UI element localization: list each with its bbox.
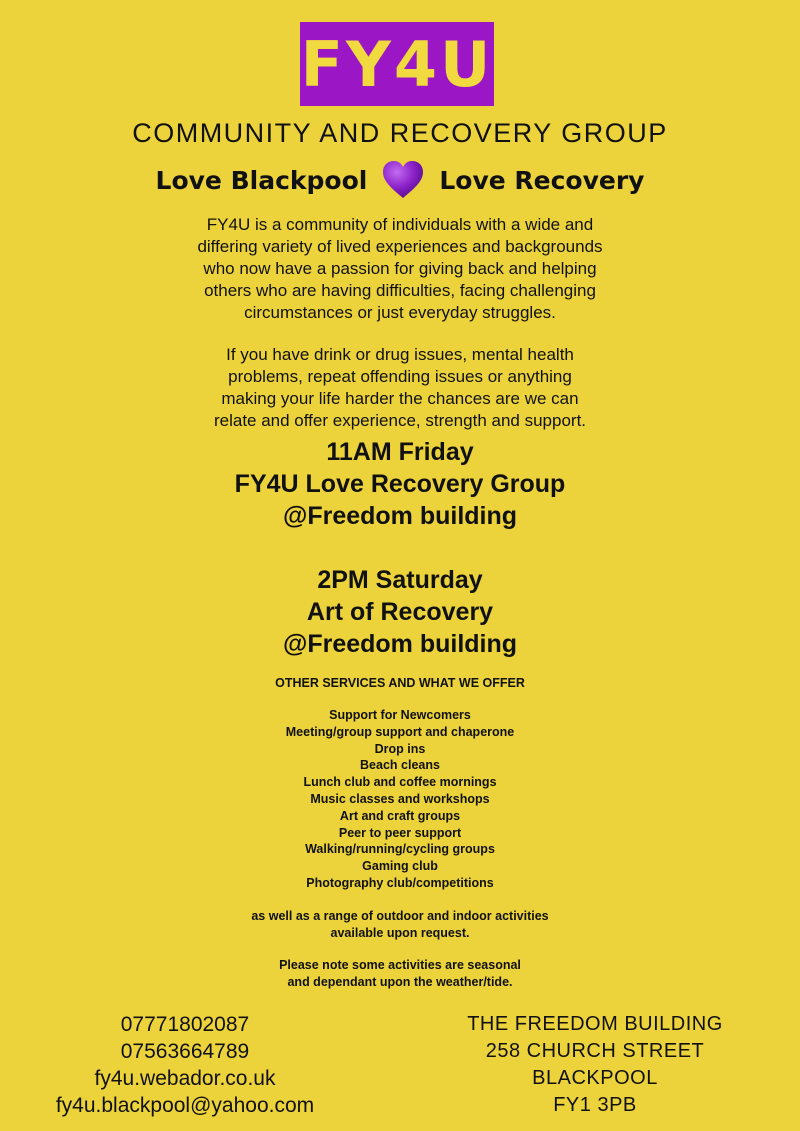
address-line: THE FREEDOM BUILDING <box>467 1013 723 1035</box>
intro-line: differing variety of lived experiences and backgrounds <box>197 237 603 256</box>
event-time: 11AM Friday <box>326 438 474 466</box>
services-list <box>0 707 800 892</box>
logo <box>300 22 494 106</box>
intro-line: who now have a passion for giving back and helping <box>203 259 597 278</box>
event-location: @Freedom building <box>282 502 518 530</box>
event-name: Art of Recovery <box>306 598 494 626</box>
note-line: and dependant upon the weather/tide. <box>287 975 513 989</box>
address-line: FY1 3PB <box>553 1094 637 1116</box>
slogan-left: Love Blackpool <box>155 165 368 195</box>
intro-line: circumstances or just everyday struggles. <box>244 303 556 322</box>
phone-number: 07563664789 <box>120 1040 250 1063</box>
event-location: @Freedom building <box>282 630 518 658</box>
issues-line: If you have drink or drug issues, mental health <box>226 345 574 364</box>
address-line: 258 CHURCH STREET <box>485 1040 705 1062</box>
address-line: BLACKPOOL <box>532 1067 658 1089</box>
intro-line: others who are having difficulties, facing challenging <box>204 281 596 300</box>
list-item: Beach cleans <box>360 758 440 773</box>
purple-heart-icon <box>381 160 425 200</box>
subtitle: COMMUNITY AND RECOVERY GROUP <box>132 118 668 148</box>
address-block <box>420 1011 770 1119</box>
list-item: Walking/running/cycling groups <box>305 842 495 857</box>
list-item: Art and craft groups <box>339 808 461 823</box>
services-note <box>0 957 800 991</box>
extra-line: as well as a range of outdoor and indoor activities <box>251 909 549 923</box>
event-name: FY4U Love Recovery Group <box>234 470 566 498</box>
list-item: Support for Newcomers <box>329 708 471 722</box>
issues-line: relate and offer experience, strength and support. <box>213 411 587 430</box>
slogan <box>0 160 800 200</box>
event-friday <box>0 436 800 532</box>
list-item: Drop ins <box>374 741 426 756</box>
contact-details <box>0 1011 370 1119</box>
intro-line: FY4U is a community of individuals with a wide and <box>206 215 594 234</box>
logo-text: FY4U <box>300 27 494 101</box>
list-item: Gaming club <box>362 859 438 874</box>
list-item: Music classes and workshops <box>310 791 490 806</box>
services-heading: OTHER SERVICES AND WHAT WE OFFER <box>275 676 525 690</box>
email-address: fy4u.blackpool@yahoo.com <box>55 1094 315 1117</box>
website: fy4u.webador.co.uk <box>94 1067 276 1090</box>
list-item: Peer to peer support <box>338 825 462 840</box>
issues-paragraph <box>150 344 650 432</box>
event-time: 2PM Saturday <box>317 566 483 594</box>
list-item: Lunch club and coffee mornings <box>303 775 497 790</box>
issues-line: making your life harder the chances are we can <box>221 389 579 408</box>
intro-paragraph <box>150 214 650 324</box>
extra-line: available upon request. <box>330 926 470 940</box>
phone-number: 07771802087 <box>120 1013 250 1036</box>
list-item: Meeting/group support and chaperone <box>285 724 515 739</box>
note-line: Please note some activities are seasonal <box>279 958 521 972</box>
slogan-right: Love Recovery <box>439 165 645 195</box>
list-item: Photography club/competitions <box>306 875 494 890</box>
services-extra <box>0 908 800 942</box>
event-saturday <box>0 564 800 660</box>
issues-line: problems, repeat offending issues or anything <box>228 367 572 386</box>
